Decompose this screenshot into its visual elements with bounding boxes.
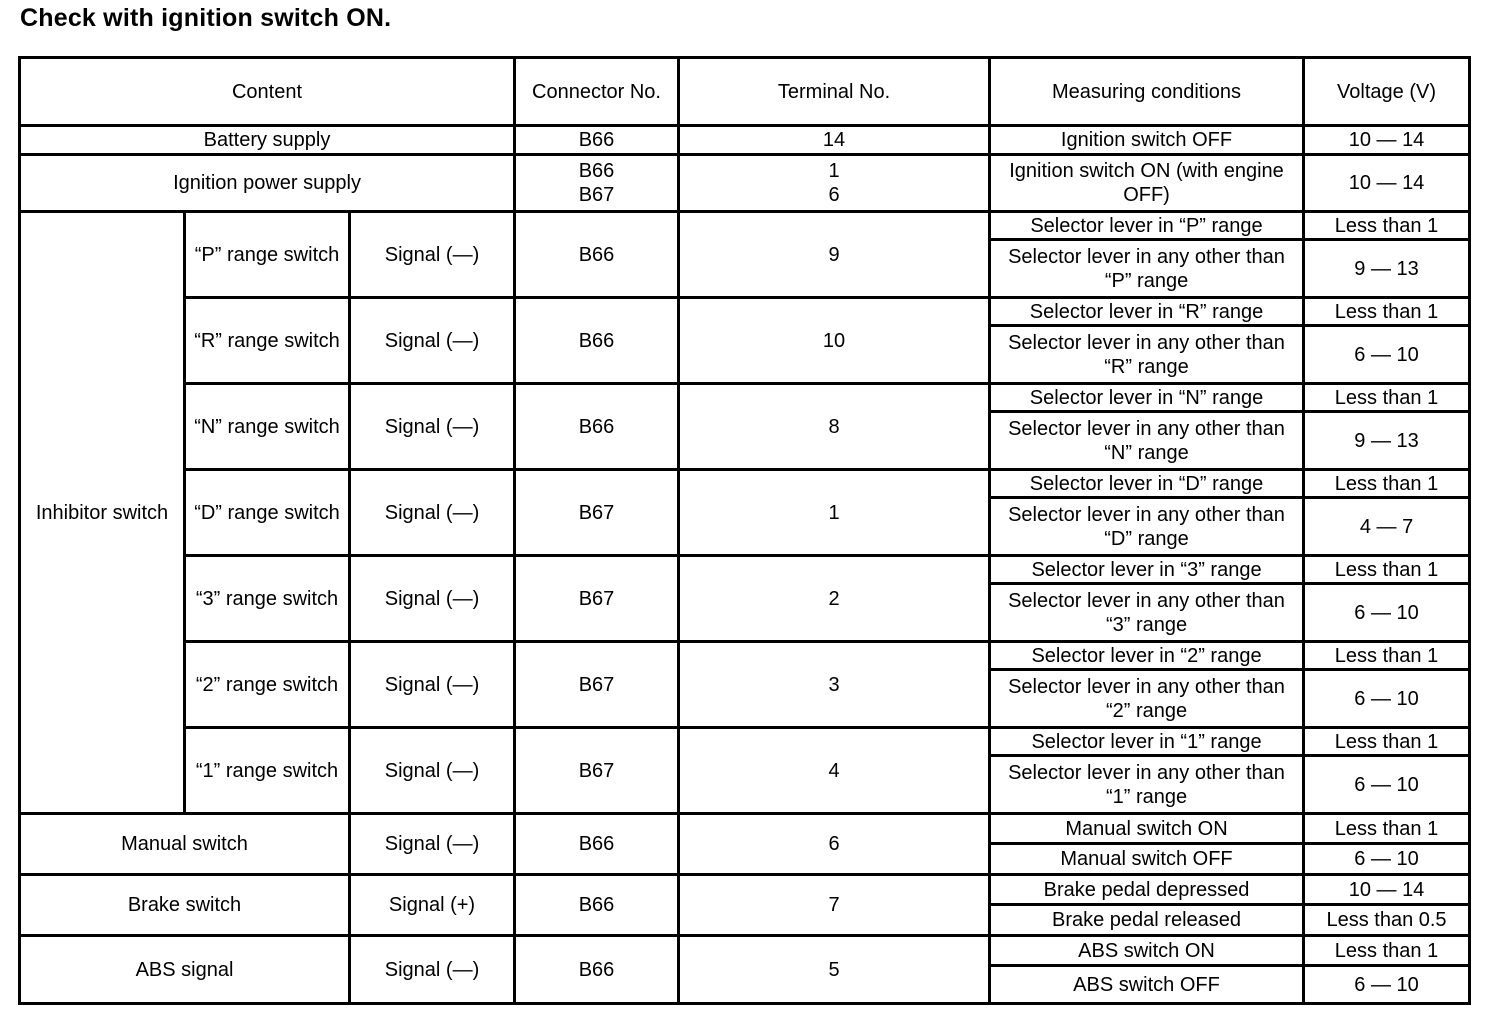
signal-cell: Signal (—)	[350, 384, 515, 470]
signal-cell: Signal (—)	[350, 814, 515, 875]
connector-cell: B66	[515, 814, 679, 875]
connector-cell: B66	[515, 384, 679, 470]
voltage-cell: 10 — 14	[1304, 155, 1470, 212]
voltage-cell: 10 — 14	[1304, 126, 1470, 155]
switch-cell: “1” range switch	[185, 728, 350, 814]
connector-cell: B66	[515, 875, 679, 936]
switch-cell: “R” range switch	[185, 298, 350, 384]
voltage-cell: 6 — 10	[1304, 966, 1470, 1004]
switch-cell: “2” range switch	[185, 642, 350, 728]
voltage-cell: 4 — 7	[1304, 498, 1470, 556]
voltage-cell: Less than 1	[1304, 728, 1470, 756]
header-connector: Connector No.	[515, 58, 679, 126]
condition-cell: Brake pedal released	[990, 905, 1304, 936]
signal-cell: Signal (—)	[350, 556, 515, 642]
voltage-cell: Less than 1	[1304, 936, 1470, 966]
terminal-cell: 8	[679, 384, 990, 470]
condition-cell: Selector lever in any other than “2” range	[990, 670, 1304, 728]
condition-cell: Selector lever in “2” range	[990, 642, 1304, 670]
inhibitor-row	[20, 384, 1470, 412]
condition-cell: ABS switch OFF	[990, 966, 1304, 1004]
terminal-cell: 5	[679, 936, 990, 1004]
voltage-cell: 10 — 14	[1304, 875, 1470, 905]
content-cell: Ignition power supply	[20, 155, 515, 212]
content-cell: Brake switch	[20, 875, 350, 936]
voltage-cell: Less than 1	[1304, 212, 1470, 240]
signal-cell: Signal (—)	[350, 212, 515, 298]
battery-row	[20, 126, 1470, 155]
connector-cell: B66	[515, 298, 679, 384]
inhibitor-row	[20, 556, 1470, 584]
inhibitor-row	[20, 642, 1470, 670]
voltage-cell: 9 — 13	[1304, 412, 1470, 470]
condition-cell: Selector lever in “P” range	[990, 212, 1304, 240]
connector-cell: B67	[515, 728, 679, 814]
header-conditions: Measuring conditions	[990, 58, 1304, 126]
connector-cell: B66	[515, 936, 679, 1004]
condition-cell: Selector lever in any other than “R” range	[990, 326, 1304, 384]
terminal-value: 1	[828, 160, 840, 182]
switch-cell: “D” range switch	[185, 470, 350, 556]
voltage-cell: 6 — 10	[1304, 844, 1470, 875]
condition-cell: Brake pedal depressed	[990, 875, 1304, 905]
content-cell: Manual switch	[20, 814, 350, 875]
switch-cell: “P” range switch	[185, 212, 350, 298]
signal-cell: Signal (—)	[350, 642, 515, 728]
content-cell: Battery supply	[20, 126, 515, 155]
condition-cell: Selector lever in any other than “P” range	[990, 240, 1304, 298]
connector-value: B66	[578, 160, 615, 182]
connector-cell: B66	[515, 212, 679, 298]
terminal-cell	[679, 155, 990, 212]
condition-cell: Selector lever in any other than “N” range	[990, 412, 1304, 470]
terminal-cell: 1	[679, 470, 990, 556]
connector-cell: B67	[515, 470, 679, 556]
header-content: Content	[20, 58, 515, 126]
connector-value: B67	[578, 184, 615, 206]
content-cell: ABS signal	[20, 936, 350, 1004]
ignition-row	[20, 155, 1470, 212]
inhibitor-row	[20, 728, 1470, 756]
voltage-cell: 6 — 10	[1304, 326, 1470, 384]
header-row	[20, 58, 1470, 126]
voltage-cell: Less than 1	[1304, 556, 1470, 584]
condition-cell: Selector lever in “D” range	[990, 470, 1304, 498]
page-title: Check with ignition switch ON.	[20, 4, 392, 32]
voltage-cell: 6 — 10	[1304, 670, 1470, 728]
terminal-cell: 2	[679, 556, 990, 642]
connector-cell: B67	[515, 642, 679, 728]
header-terminal: Terminal No.	[679, 58, 990, 126]
condition-cell: Selector lever in any other than “1” range	[990, 756, 1304, 814]
connector-cell	[515, 155, 679, 212]
terminal-value: 6	[828, 184, 840, 206]
terminal-cell: 3	[679, 642, 990, 728]
inhibitor-row	[20, 212, 1470, 240]
voltage-cell: Less than 1	[1304, 470, 1470, 498]
signal-cell: Signal (—)	[350, 470, 515, 556]
manual-row	[20, 814, 1470, 844]
switch-cell: “N” range switch	[185, 384, 350, 470]
voltage-cell: 9 — 13	[1304, 240, 1470, 298]
signal-cell: Signal (+)	[350, 875, 515, 936]
terminal-cell: 7	[679, 875, 990, 936]
condition-cell: Manual switch OFF	[990, 844, 1304, 875]
header-voltage: Voltage (V)	[1304, 58, 1470, 126]
condition-cell: Selector lever in “N” range	[990, 384, 1304, 412]
condition-cell: Selector lever in “R” range	[990, 298, 1304, 326]
condition-cell: Selector lever in “1” range	[990, 728, 1304, 756]
voltage-cell: Less than 1	[1304, 384, 1470, 412]
terminal-cell: 4	[679, 728, 990, 814]
condition-cell: Selector lever in any other than “3” range	[990, 584, 1304, 642]
condition-cell: Selector lever in “3” range	[990, 556, 1304, 584]
terminal-cell: 10	[679, 298, 990, 384]
inhibitor-label: Inhibitor switch	[20, 212, 185, 814]
inhibitor-row	[20, 470, 1470, 498]
condition-cell: Ignition switch ON (with engine OFF)	[990, 155, 1304, 212]
voltage-cell: 6 — 10	[1304, 756, 1470, 814]
condition-cell: ABS switch ON	[990, 936, 1304, 966]
voltage-cell: 6 — 10	[1304, 584, 1470, 642]
connector-cell: B67	[515, 556, 679, 642]
switch-cell: “3” range switch	[185, 556, 350, 642]
terminal-cell: 14	[679, 126, 990, 155]
signal-cell: Signal (—)	[350, 298, 515, 384]
terminal-cell: 9	[679, 212, 990, 298]
voltage-cell: Less than 1	[1304, 298, 1470, 326]
voltage-check-table	[18, 56, 1471, 1005]
terminal-cell: 6	[679, 814, 990, 875]
abs-row	[20, 936, 1470, 966]
signal-cell: Signal (—)	[350, 728, 515, 814]
condition-cell: Manual switch ON	[990, 814, 1304, 844]
inhibitor-row	[20, 298, 1470, 326]
connector-cell: B66	[515, 126, 679, 155]
voltage-cell: Less than 1	[1304, 814, 1470, 844]
signal-cell: Signal (—)	[350, 936, 515, 1004]
voltage-cell: Less than 1	[1304, 642, 1470, 670]
brake-row	[20, 875, 1470, 905]
condition-cell: Selector lever in any other than “D” range	[990, 498, 1304, 556]
voltage-cell: Less than 0.5	[1304, 905, 1470, 936]
condition-cell: Ignition switch OFF	[990, 126, 1304, 155]
